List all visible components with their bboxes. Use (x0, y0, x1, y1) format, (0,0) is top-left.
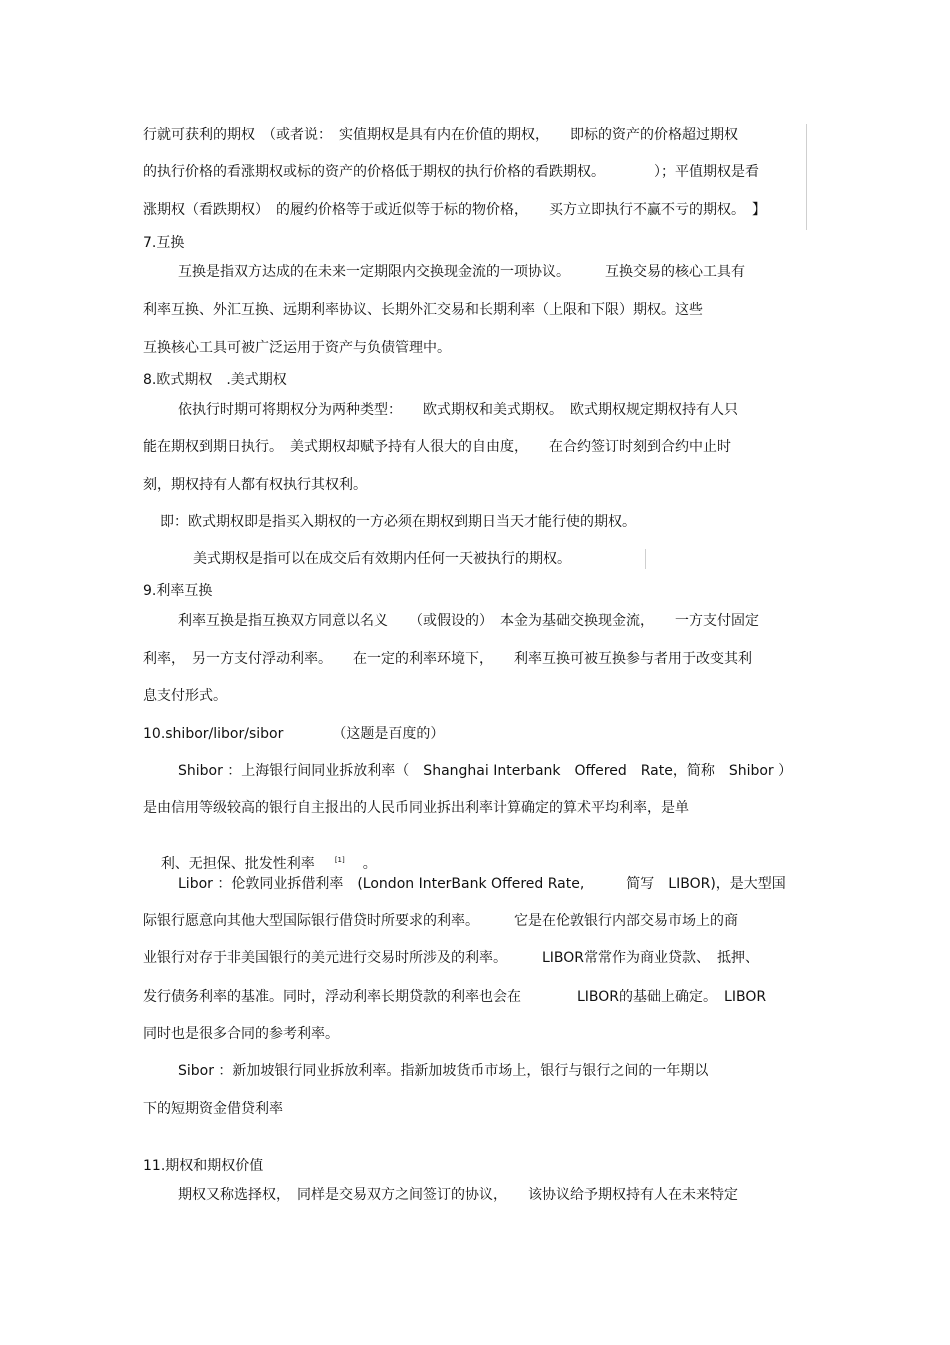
text-line: 利率， 另一方支付浮动利率。 在一定的利率环境下， 利率互换可被互换参与者用于改变其利 (143, 651, 752, 667)
text-line: 业银行对存于非美国银行的美元进行交易时所涉及的利率。 LIBOR常常作为商业贷款、 抵押、 (143, 950, 760, 966)
margin-bar (806, 124, 807, 230)
margin-bar (645, 549, 646, 569)
text-line: 期权又称选择权， 同样是交易双方之间签订的协议， 该协议给予期权持有人在未来特定 (178, 1187, 738, 1203)
text-line: Libor ：伦敦同业拆借利率 (London InterBank Offered Rate, 简写 LIBOR)，是大型国 (178, 876, 786, 892)
text-line: 利率互换、外汇互换、远期利率协议、长期外汇交易和长期利率（上限和下限）期权。这些 (143, 302, 703, 318)
text-line: 即：欧式期权即是指买入期权的一方必须在期权到期日当天才能行使的期权。 (160, 514, 636, 530)
text-line: 互换是指双方达成的在未来一定期限内交换现金流的一项协议。 互换交易的核心工具有 (178, 264, 745, 280)
text-line: 能在期权到期日执行。 美式期权却赋予持有人很大的自由度， 在合约签订时刻到合约中止时 (143, 439, 731, 455)
section-heading: 11.期权和期权价值 (143, 1158, 264, 1174)
section-heading: 7.互换 (143, 235, 185, 251)
text-line: 行就可获利的期权 （或者说： 实值期权是具有内在价值的期权， 即标的资产的价格超过期权 (143, 127, 738, 143)
text-span: 。 (348, 856, 377, 872)
text-line (143, 837, 377, 872)
section-heading: 9.利率互换 (143, 583, 213, 599)
text-line: 下的短期资金借贷利率 (143, 1101, 283, 1117)
text-line: 利率互换是指互换双方同意以名义 （或假设的） 本金为基础交换现金流， 一方支付固定 (178, 613, 759, 629)
text-line: 涨期权（看跌期权） 的履约价格等于或近似等于标的物价格， 买方立即执行不赢不亏的期权。 】 (143, 202, 766, 218)
section-heading: 8.欧式期权 .美式期权 (143, 372, 287, 388)
text-line: 际银行愿意向其他大型国际银行借贷时所要求的利率。 它是在伦敦银行内部交易市场上的商 (143, 913, 738, 929)
section-heading: 10.shibor/libor/sibor （这题是百度的） (143, 726, 445, 742)
text-line: Sibor ：新加坡银行同业拆放利率。指新加坡货币市场上，银行与银行之间的一年期以 (178, 1063, 709, 1079)
text-span: 利、无担保、批发性利率 (160, 856, 315, 872)
text-line: 刻，期权持有人都有权执行其权利。 (143, 477, 367, 493)
text-line: 同时也是很多合同的参考利率。 (143, 1026, 339, 1042)
text-line: 是由信用等级较高的银行自主报出的人民币同业拆出利率计算确定的算术平均利率，是单 (143, 800, 689, 816)
text-line: 美式期权是指可以在成交后有效期内任何一天被执行的期权。 (193, 551, 571, 567)
footnote-ref: [1] (334, 856, 345, 864)
text-line: 依执行时期可将期权分为两种类型： 欧式期权和美式期权。 欧式期权规定期权持有人只 (178, 402, 738, 418)
text-line: Shibor ：上海银行间同业拆放利率（ Shanghai Interbank Offered Rate，简称 Shibor ） (178, 763, 793, 779)
text-line: 发行债务利率的基准。同时，浮动利率长期贷款的利率也会在 LIBOR的基础上确定。 LIBOR (143, 989, 767, 1005)
text-line: 互换核心工具可被广泛运用于资产与负债管理中。 (143, 340, 451, 356)
text-line: 息支付形式。 (143, 688, 227, 704)
text-line: 的执行价格的看涨期权或标的资产的价格低于期权的执行价格的看跌期权。 ）；平值期权是看 (143, 164, 759, 180)
